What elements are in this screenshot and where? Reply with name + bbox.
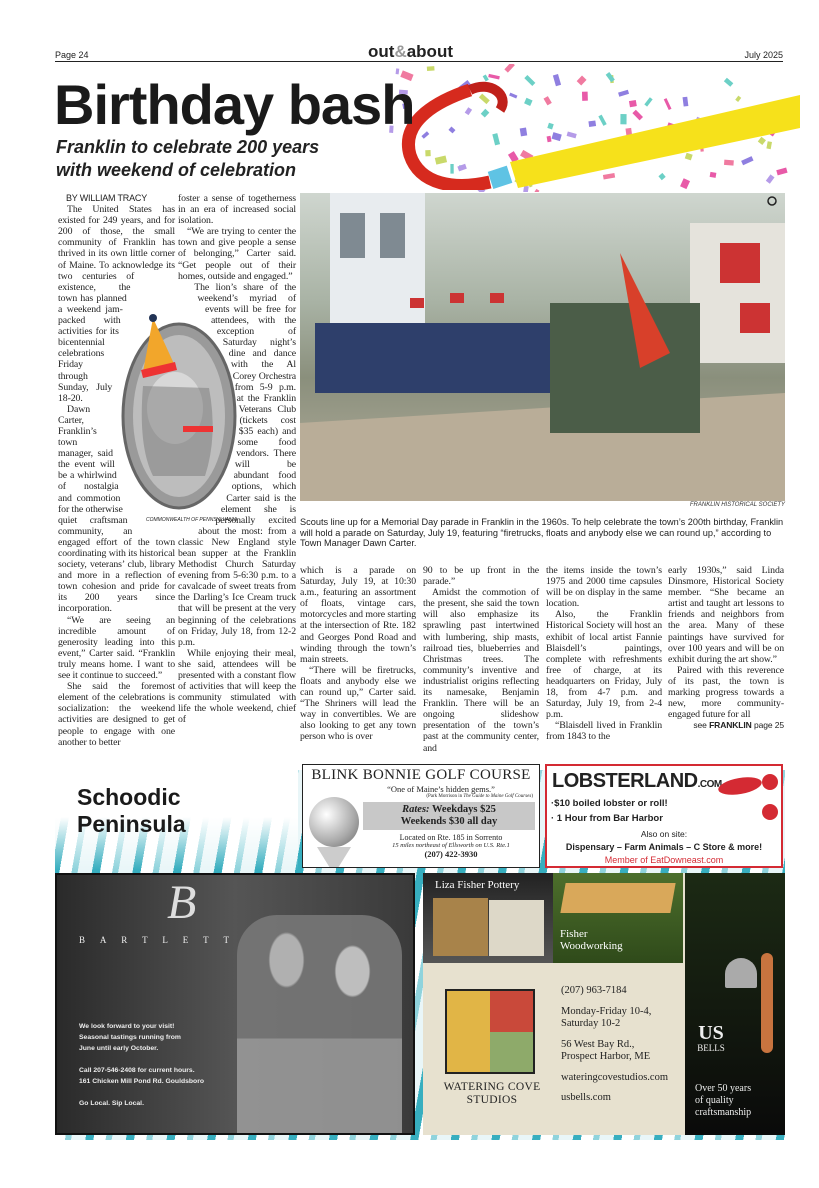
lobster-services: Dispensary – Farm Animals – C Store & more!: [565, 842, 763, 852]
paragraph: which is a parade on Saturday, July 19, at 10:30 a.m., featuring an assortment of floats, vintage cars, motorcycles and more starting at the intersection of Rte. 182 and Georges Pond Road and winding through the town’s main streets.: [300, 565, 416, 665]
bartlett-text: We look forward to your visit!: [79, 1023, 175, 1030]
us-bells-logo: US: [698, 1022, 724, 1044]
golf-rates: Weekdays $25: [429, 804, 496, 815]
bells-website-link[interactable]: usbells.com: [561, 1092, 611, 1103]
subheadline-line: Franklin to celebrate 200 years: [56, 137, 320, 157]
paragraph: Also, the Franklin Historical Society will host an exhibit of local artist Fannie Blaisdell’s paintings, complete with refreshments free of charge, at its headquarters on Friday, July 18, from 4-7 p.m. and Saturday, July 19, from 2-4 p.m.: [546, 609, 662, 721]
issue-date: July 2025: [744, 50, 783, 60]
bartlett-letter: E: [182, 935, 189, 945]
parade-photo[interactable]: [300, 193, 785, 501]
bartlett-text: June until early October.: [79, 1045, 159, 1052]
lobsterland-ad[interactable]: [545, 764, 783, 868]
lobster-offer: · 1 Hour from Bar Harbor: [551, 813, 663, 824]
lobster-also: Also on site:: [640, 829, 688, 839]
paragraph: The United States has existed for 249 years, and for 200 of those, the small community of Franklin has thrived in its own little corner of Maine. To acknowledge its two centuries of existence, the town has planned a weekend jam-packed with activities for its bicentennial celebrations Friday through Sunday, July 18-20.: [58, 204, 175, 404]
golf-ball-icon: [309, 797, 359, 847]
bells-text: of quality: [695, 1095, 734, 1106]
studio-address: 56 West Bay Rd.,: [561, 1038, 635, 1050]
woodworking-label: Woodworking: [560, 940, 623, 952]
golf-source-title: The Guide to Maine Golf Courses: [463, 794, 532, 799]
photo-credit: FRANKLIN HISTORICAL SOCIETY: [689, 502, 785, 508]
us-bells-panel: [685, 873, 785, 1135]
paragraph: The lion’s share of the weekend’s myriad of events will be free for attendees, with the exception of Saturday night’s dine and dance with the Al Corey Orchestra from 5-9 p.m. at the Franklin Veterans Club (tickets cost $35 each) and some food vendors. There will be abundant food options, which Carter said is the element she is personally excited about the most: from a classic New England style bean supper at the Franklin Methodist Church Saturday evening from 5-6:30 p.m. to a cavalcade of sweet treats from the Darling’s Ice Cream truck that will be present at the very beginning of the celebrations on Friday, July 18, from 12-2 p.m.: [178, 281, 296, 648]
bartlett-letter: A: [99, 935, 107, 945]
paragraph: She said the foremost element of the celebrations is socialization: the weekend activities are designed to get people to engage with one another to better: [58, 681, 175, 748]
section-logo: [368, 42, 453, 62]
lobster-icon: [712, 768, 782, 826]
article-column-2: [178, 193, 296, 726]
article-column-3: [300, 565, 416, 743]
section-amp: &: [394, 42, 407, 61]
byline: BY WILLIAM TRACY: [66, 193, 147, 203]
studio-hours: Saturday 10-2: [561, 1018, 621, 1029]
bartlett-letter: T: [142, 935, 148, 945]
golf-quote: “One of Maine’s hidden gems.”: [387, 784, 495, 794]
studio-hours: Monday-Friday 10-4,: [561, 1005, 652, 1017]
lobster-offer: ·$10 boiled lobster or roll!: [551, 798, 668, 809]
schoodic-line: Schoodic: [77, 784, 181, 810]
paragraph: foster a sense of togetherness in an era of increased social isolation.: [178, 193, 296, 227]
paragraph: the items inside the town’s 1975 and 2000 time capsules will be on display in the same location.: [546, 565, 662, 610]
bartlett-winery-ad[interactable]: [55, 873, 415, 1135]
paragraph: 90 to be up front in the parade.”: [423, 565, 539, 588]
lobsterland-logo-com: .COM: [697, 779, 722, 790]
bartlett-letter: B: [79, 935, 86, 945]
paragraph: “We are trying to center the town and give people a sense of belonging,” Carter said. “Get people out of their homes, outside and engaged.”: [178, 226, 296, 282]
golf-source: ): [531, 794, 533, 799]
pottery-photo: [423, 873, 553, 963]
bartlett-letter: T: [203, 935, 209, 945]
us-bells-logo-word: BELLS: [697, 1043, 725, 1053]
golf-rates: Weekends $30 all day: [400, 816, 498, 827]
subheadline: [56, 136, 319, 182]
article-column-1: [58, 193, 175, 748]
illustration-credit: COMMONWEALTH OF PENNSYLVANIA: [146, 517, 238, 523]
woodworking-label: Fisher: [560, 928, 588, 940]
bartlett-letter: R: [121, 935, 128, 945]
paragraph: “There will be firetrucks, floats and anybody else we can round up,” Carter said. “The Shriners will lead the way in convertibles. We are also looking to get any town person who is over: [300, 664, 416, 743]
bartlett-text: Seasonal tastings running from: [79, 1034, 181, 1041]
subheadline-line: with weekend of celebration: [56, 160, 297, 180]
bartlett-letter: T: [223, 935, 229, 945]
watering-cove-logo-text: WATERING COVE: [443, 1081, 541, 1093]
bells-text: craftsmanship: [695, 1107, 752, 1118]
bartlett-photo: [237, 915, 402, 1135]
paragraph: early 1930s,” said Linda Dinsmore, Historical Society member. “She became an artist and taught art lessons to friends and neighbors from the area. Many of these paintings have survived for over 100 years and will be on exhibit during the art show.”: [668, 565, 784, 665]
golf-location: Located on Rte. 185 in Sorrento: [399, 833, 503, 842]
schoodic-peninsula-ad[interactable]: [55, 764, 298, 870]
watering-cove-logo: [445, 989, 535, 1074]
paragraph: Amidst the commotion of the present, she said the town will also emphasize its sprawling past intertwined with lumbering, ship masts, railroad ties, blueberries and Christmas trees. The community’s inventive and industrialist origins reflecting its namesake, Benjamin Franklin. There will be an ongoing slideshow presentation of the town’s past at the community center, and: [423, 587, 539, 754]
watering-cove-logo-text: STUDIOS: [466, 1094, 518, 1106]
paragraph: “Blaisdell lived in Franklin from 1843 to the: [546, 720, 662, 743]
bells-text: Over 50 years: [695, 1083, 752, 1094]
jump-page: page 25: [751, 720, 784, 731]
golf-name: BLINK BONNIE GOLF COURSE: [311, 767, 531, 783]
bartlett-letter: L: [162, 935, 168, 945]
lobster-member-link[interactable]: Member of EatDowneast.com: [604, 855, 724, 865]
page-number: Page 24: [55, 50, 89, 60]
paragraph: “We are seeing an incredible amount of generosity leading into this event,” Carter said. “Franklin truly means home. I want to see it continue to succeed.”: [58, 614, 175, 682]
bartlett-text: Call 207-546-2408 for current hours.: [79, 1067, 195, 1074]
studio-address: Prospect Harbor, ME: [561, 1051, 651, 1062]
bartlett-monogram: B: [167, 876, 197, 929]
bartlett-address: 161 Chicken Mill Pond Rd. Gouldsboro: [79, 1078, 204, 1085]
article-column-6: [668, 565, 784, 731]
paragraph: While enjoying their meal, she said, attendees will be presented with a constant flow of activities that will keep the community stimulated with life the whole weekend, chief of: [178, 647, 296, 726]
section-about: about: [406, 42, 453, 61]
section-out: out: [368, 42, 395, 61]
lobsterland-logo: LOBSTERLAND: [552, 770, 698, 792]
paragraph: Paired with this reverence of its past, the town is marking progress towards a new, more community-engaged future for all: [668, 664, 784, 721]
studio-website-link[interactable]: wateringcovestudios.com: [561, 1071, 669, 1083]
golf-source: (Park Morrison in: [426, 794, 464, 799]
photo-caption: Scouts line up for a Memorial Day parade in Franklin in the 1960s. To help celebrate the town’s 200th birthday, Franklin will hold a parade on Saturday, July 19, featuring “firetrucks, floats and anybody else we can round up,” according to Town Manager Dawn Carter.: [300, 517, 784, 549]
golf-directions: 15 miles northeast of Ellsworth on U.S. Rte.1: [392, 842, 510, 849]
article-column-4: [423, 565, 539, 754]
schoodic-line: Peninsula: [77, 811, 186, 837]
jump-word: FRANKLIN: [709, 720, 752, 731]
paragraph: Dawn Carter, Franklin’s town manager, said the event will be a whirlwind of nostalgia and commotion for the otherwise quiet craftsman community, an engaged effort of the town coordinating with its historical society, veterans’ club, library and more in a reflection of town cohesion and pride for its 200 years since incorporation.: [58, 403, 175, 615]
jump-see: see: [693, 720, 710, 731]
bartlett-slogan: Go Local. Sip Local.: [79, 1100, 144, 1107]
woodworking-photo: [553, 873, 683, 963]
studio-phone: (207) 963-7184: [561, 985, 627, 996]
pottery-label: Liza Fisher Pottery: [435, 879, 520, 891]
blink-bonnie-golf-ad[interactable]: [302, 764, 540, 868]
golf-rates-label: Rates:: [402, 804, 430, 815]
zoom-icon: [768, 197, 776, 205]
article-column-5: [546, 565, 662, 743]
watering-cove-studios-ad[interactable]: [423, 873, 785, 1135]
jump-line[interactable]: [668, 720, 784, 731]
headline: Birthday bash: [54, 73, 415, 136]
party-blower-illustration: [380, 70, 800, 190]
golf-phone: (207) 422-3930: [424, 849, 478, 859]
